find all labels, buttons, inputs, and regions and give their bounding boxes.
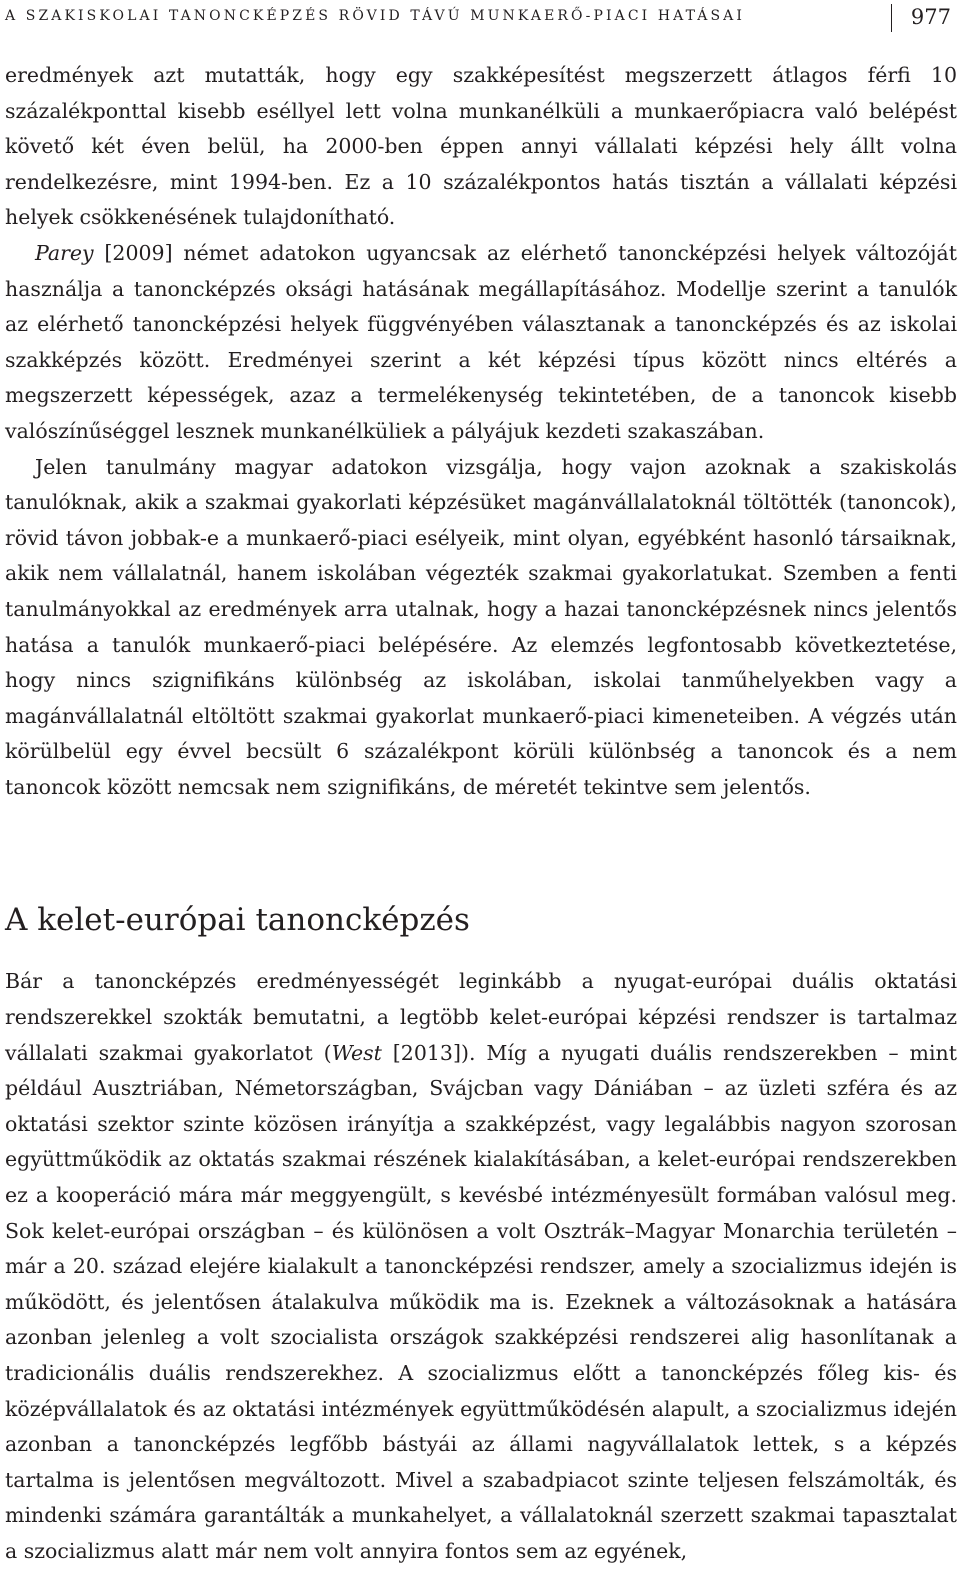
paragraph-east-european — [5, 964, 957, 1569]
paragraph-text: [2009] német adatokon ugyancsak az elérhető tanoncképzési helyek változóját használja a tanoncképzés oksági hatásának megállapításához. Modellje szerint a tanulók az elérhető tanoncképzési helyek függvényében választanak a tanoncképzés és az iskolai szakképzés között. Eredményei szerint a két képzési típus között nincs eltérés a megszerzett képességek, azaz a termelékenység tekintetében, de a tanoncok kisebb valószínűséggel lesznek munkanélküliek a pályájuk kezdeti szakaszában. — [5, 240, 957, 443]
header-divider — [891, 4, 892, 32]
running-header — [5, 4, 957, 36]
running-title: A SZAKISKOLAI TANONCKÉPZÉS RÖVID TÁVÚ MUNKAERŐ-PIACI HATÁSAI — [5, 8, 745, 24]
paragraph-parey — [5, 236, 957, 450]
paragraph-text: [2013]). Míg a nyugati duális rendszerekben – mint például Ausztriában, Németországban, Svájcban vagy Dániában – az üzleti szféra és az oktatási szektor szinte közösen irányítja a szakképzést, vagy legalábbis nagyon szorosan együttműködik az oktatás szakmai részének kialakításában, a kelet-európai rendszerekben ez a kooperáció mára már meggyengült, s kevésbé intézményesült formában valósul meg. Sok kelet-európai országban – és különösen a volt Osztrák–Magyar Monarchia területén – már a 20. század elejére kialakult a tanoncképzési rendszer, amely a szocializmus idején is működött, és jelentősen átalakulva működik ma is. Ezeknek a változásoknak a hatására azonban jelenleg a volt szocialista országok szakképzési rendszerei alig hasonlítanak a tradicionális duális rendszerekhez. A szocializmus előtt a tanoncképzés főleg kis- és középvállalatok és az oktatási intézmények együttműködésén alapult, a szocializmus idején azonban a tanoncképzés legfőbb bástyái az állami nagyvállalatok lettek, s a képzés tartalma is jelentősen megváltozott. Mivel a szabadpiacot szinte teljesen felszámolták, és mindenki számára garantálták a munkahelyet, a vállalatoknál szerzett szakmai tapasztalat a szocializmus alatt már nem volt annyira fontos sem az egyének, — [5, 1040, 957, 1563]
page-number: 977 — [910, 5, 951, 29]
paragraph-text: Bár a tanoncképzés eredményességét leginkább a nyugat-európai duális oktatási rendszerekkel szokták bemutatni, a legtöbb kelet-európai képzési rendszer is tartalmaz vállalati szakmai gyakorlatot ( — [5, 969, 957, 1065]
article-body — [5, 58, 957, 1570]
author-citation: West — [331, 1040, 382, 1065]
page — [5, 0, 957, 1570]
section-heading: A kelet-európai tanoncképzés — [5, 902, 470, 939]
paragraph-present-study: Jelen tanulmány magyar adatokon vizsgálja, hogy vajon azoknak a szakiskolás tanulóknak, akik a szakmai gyakorlati képzésüket magánvállalatoknál töltötték (tanoncok), rövid távon jobbak-e a munkaerő-piaci esélyeik, mint olyan, egyébként hasonló társaiknak, akik nem vállalatnál, hanem iskolában végezték szakmai gyakorlatukat. Szemben a fenti tanulmányokkal az eredmények arra utalnak, hogy a hazai tanoncképzésnek nincs jelentős hatása a tanulók munkaerő-piaci belépésére. Az elemzés legfontosabb következtetése, hogy nincs szignifikáns különbség az iskolában, iskolai tanműhelyekben vagy a magánvállalatnál eltöltött szakmai gyakorlat munkaerő-piaci kimeneteiben. A végzés után körülbelül egy évvel becsült 6 százalékpont körüli különbség a tanoncok és a nem tanoncok között nemcsak nem szignifikáns, de méretét tekintve sem jelentős. — [5, 454, 957, 799]
paragraph-results: eredmények azt mutatták, hogy egy szakképesítést megszerzett átlagos férfi 10 százalékponttal kisebb eséllyel lett volna munkanélküli a munkaerőpiacra való belépést követő két éven belül, ha 2000-ben éppen annyi vállalati képzési hely állt volna rendelkezésre, mint 1994-ben. Ez a 10 százalékpontos hatás tisztán a vállalati képzési helyek csökkenésének tulajdonítható. — [5, 63, 957, 230]
author-citation: Parey — [35, 240, 94, 265]
